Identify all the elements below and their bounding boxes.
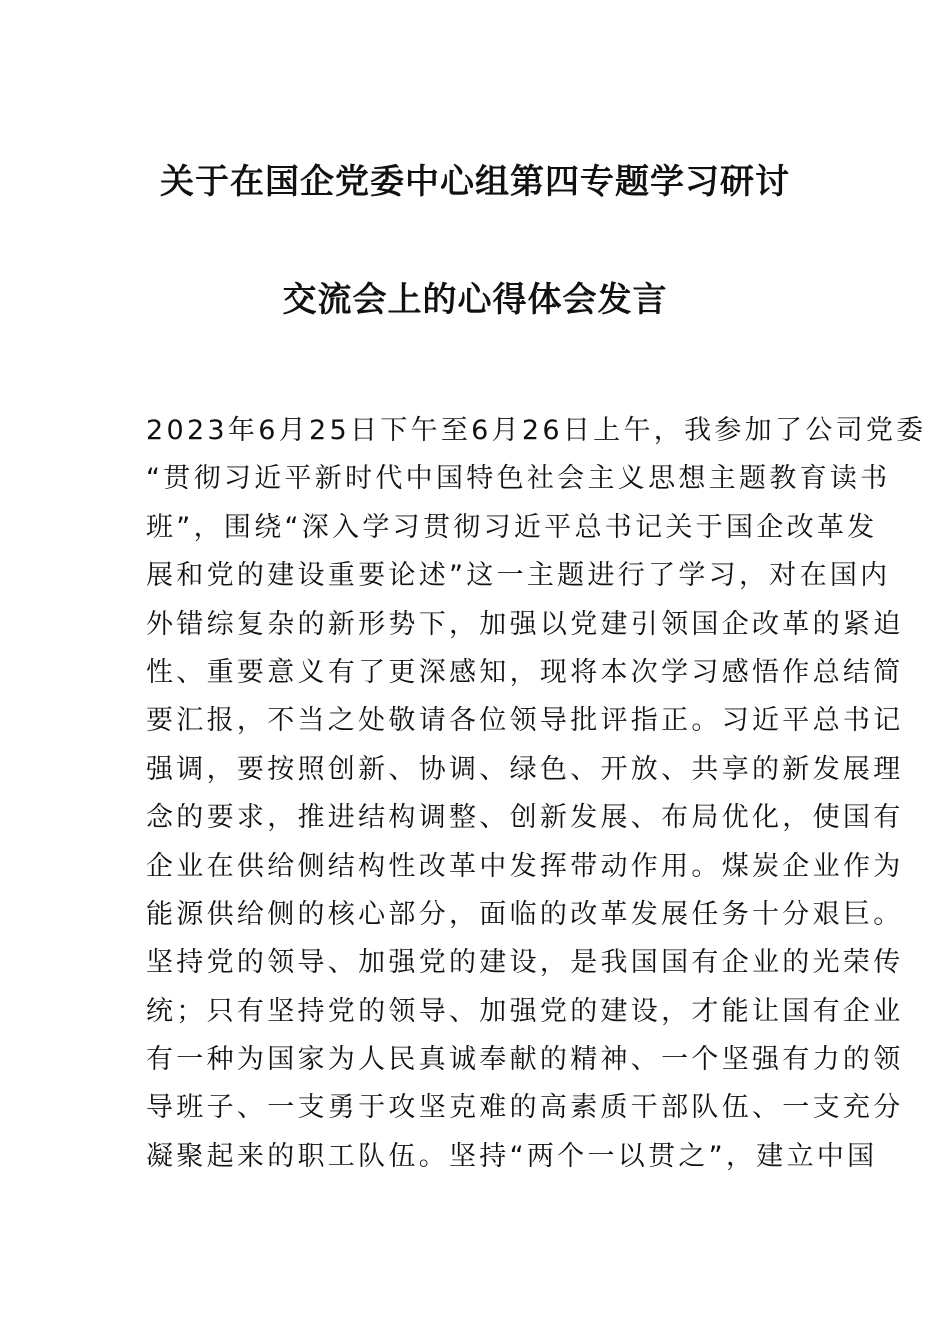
body-line: 要汇报，不当之处敬请各位领导批评指正。习近平总书记 bbox=[146, 705, 904, 737]
body-line: 外错综复杂的新形势下，加强以党建引领国企改革的紧迫 bbox=[146, 608, 904, 640]
body-line: 2023年6月25日下午至6月26日上午，我参加了公司党委 bbox=[146, 415, 927, 446]
body-line: 凝聚起来的职工队伍。坚持“两个一以贯之”，建立中国 bbox=[146, 1140, 878, 1172]
body-line: 展和党的建设重要论述”这一主题进行了学习，对在国内 bbox=[146, 560, 891, 592]
document-title-line-2: 交流会上的心得体会发言 bbox=[282, 280, 668, 320]
body-line: 有一种为国家为人民真诚奉献的精神、一个坚强有力的领 bbox=[146, 1044, 904, 1076]
body-line: 能源供给侧的核心部分，面临的改革发展任务十分艰巨。 bbox=[146, 898, 904, 930]
body-line: 念的要求，推进结构调整、创新发展、布局优化，使国有 bbox=[146, 802, 904, 834]
document-body bbox=[146, 407, 927, 1181]
body-line: “贯彻习近平新时代中国特色社会主义思想主题教育读书 bbox=[146, 463, 891, 495]
body-line: 企业在供给侧结构性改革中发挥带动作用。煤炭企业作为 bbox=[146, 850, 904, 882]
body-line: 导班子、一支勇于攻坚克难的高素质干部队伍、一支充分 bbox=[146, 1092, 904, 1124]
body-line: 性、重要意义有了更深感知，现将本次学习感悟作总结简 bbox=[146, 656, 904, 688]
body-line: 强调，要按照创新、协调、绿色、开放、共享的新发展理 bbox=[146, 753, 904, 785]
body-line: 统；只有坚持党的领导、加强党的建设，才能让国有企业 bbox=[146, 995, 904, 1027]
body-line: 坚持党的领导、加强党的建设，是我国国有企业的光荣传 bbox=[146, 947, 904, 979]
body-line: 班”，围绕“深入学习贯彻习近平总书记关于国企改革发 bbox=[146, 511, 878, 543]
document-title-line-1: 关于在国企党委中心组第四专题学习研讨 bbox=[160, 162, 790, 202]
